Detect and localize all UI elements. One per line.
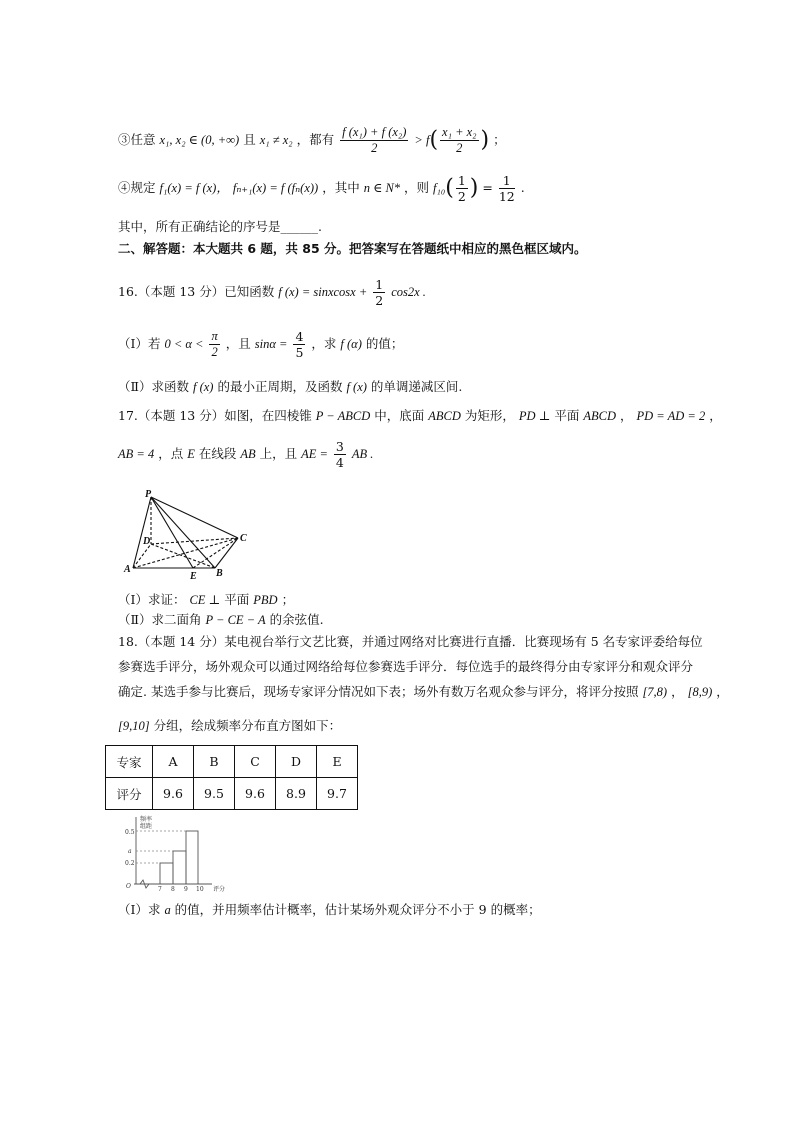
q16-p1-end: 的值； — [365, 336, 404, 351]
item-3-frac-num: f (x₁) + f (x₂) — [342, 125, 407, 139]
q16-p2-fx2: f (x) — [346, 380, 367, 394]
q18-comma-2: ， — [716, 684, 729, 699]
hist-ytick-a: a — [128, 848, 132, 855]
q18-p1-label: （Ⅰ）求 — [118, 902, 161, 917]
table-cell: 9.7 — [317, 778, 358, 810]
q18-p1-a: a — [164, 903, 171, 917]
edge-ec — [193, 538, 238, 568]
q17-lengths: PD = AD = 2 — [636, 409, 706, 423]
q17-ae: AE = — [301, 447, 328, 461]
edge-pa — [133, 497, 151, 568]
q17-t3: 平面 — [554, 408, 580, 423]
q16-stem — [118, 274, 426, 310]
item-3-end: ； — [493, 132, 506, 147]
table-cell: 专家 — [106, 746, 153, 778]
q17-p2-end: 的余弦值. — [269, 612, 324, 627]
hist-xtick-10: 10 — [196, 886, 204, 893]
item-4-res-den: 12 — [498, 189, 515, 204]
q16-p2-end: 的单调递减区间. — [370, 379, 463, 394]
table-row — [106, 778, 358, 810]
q16-p1-sin: sinα = — [254, 337, 288, 351]
edge-pc — [151, 497, 238, 538]
q17-t1: 中，底面 — [374, 408, 425, 423]
item-4-def2: fₙ₊₁(x) = f (fₙ(x)) — [232, 181, 319, 195]
q17-e: E — [187, 447, 195, 461]
q18-l3-text: 确定. 某选手参与比赛后，现场专家评分情况如下表；场外有数万名观众参与评分，将评分按照 — [118, 684, 639, 699]
label-c: C — [240, 533, 247, 544]
item-3-gt: > f — [414, 133, 430, 147]
q17-head: 17.（本题 13 分）如图，在四棱锥 — [118, 408, 312, 423]
q17-frac-den: 4 — [335, 455, 344, 470]
q16-p2-fx1: f (x) — [192, 380, 214, 394]
edge-dc — [151, 538, 238, 544]
q16-p1-and: ，且 — [225, 336, 251, 351]
q16-frac-den: 2 — [375, 293, 384, 308]
edge-pb — [151, 497, 215, 568]
item-4-n: n ∈ N* — [363, 181, 401, 195]
item-3-domain: x₁, x₂ ∈ (0, +∞) — [159, 133, 240, 147]
item-4-def1: f₁(x) = f (x)， — [159, 181, 229, 195]
q17-ab: AB = 4 — [118, 447, 155, 461]
item-4 — [118, 170, 525, 207]
item-4-end: . — [520, 180, 525, 195]
hist-bar-8-9 — [173, 851, 186, 884]
q18-l4-text: 分组，绘成频率分布直方图如下： — [153, 718, 342, 733]
q17-t7: 在线段 — [198, 446, 237, 461]
q17-p1-ce: CE ⊥ — [189, 593, 221, 607]
hist-xlabel: 评分 — [213, 886, 226, 893]
item-3-all: ，都有 — [296, 132, 335, 147]
item-conclusion: 其中，所有正确结论的序号是______. — [118, 219, 322, 234]
pyramid-figure — [118, 488, 258, 580]
q16-p1-frac — [209, 329, 219, 360]
q17-ab2: AB — [240, 447, 256, 461]
q16-func: f (x) = sinxcosx + — [278, 285, 368, 299]
label-p: P — [145, 489, 152, 500]
item-3-fraction — [340, 125, 408, 156]
q18-comma-1: ， — [671, 684, 684, 699]
left-paren-icon: ( — [429, 127, 439, 153]
item-4-where: ，其中 — [322, 180, 360, 195]
table-cell: 9.6 — [153, 778, 194, 810]
item-3 — [118, 122, 506, 159]
q18-part-1 — [118, 902, 541, 918]
q16-p1-num: π — [211, 329, 218, 343]
table-cell: A — [153, 746, 194, 778]
hist-xtick-9: 9 — [184, 886, 188, 893]
label-a: A — [124, 564, 131, 575]
item-4-f10: f₁₀ — [433, 181, 446, 195]
q17-p2-label: （Ⅱ）求二面角 — [118, 612, 202, 627]
q16-p2-mid: 的最小正周期，及函数 — [217, 379, 343, 394]
item-4-arg-den: 2 — [457, 189, 466, 204]
q17-frac — [334, 439, 346, 470]
hist-xtick-8: 8 — [171, 886, 175, 893]
q17-p1-plane: 平面 — [224, 592, 250, 607]
frequency-histogram — [112, 813, 237, 895]
q17-plane: ABCD — [583, 409, 617, 423]
q16-p1-num2: 4 — [295, 329, 304, 344]
section-2-heading: 二、解答题：本大题共 6 题，共 85 分。把答案写在答题纸中相应的黑色框区域内。 — [118, 241, 587, 256]
table-row — [106, 746, 358, 778]
q18-interval-3: [9,10] — [118, 719, 150, 733]
q17-t4: ， — [620, 408, 633, 423]
q17-t2: 为矩形， — [464, 408, 515, 423]
item-4-arg-num: 1 — [457, 173, 466, 188]
q17-base: ABCD — [428, 409, 461, 423]
q17-t5: ， — [709, 408, 722, 423]
hist-ytick-02: 0.2 — [125, 860, 135, 867]
item-4-label: ④规定 — [118, 180, 156, 195]
item-4-result — [499, 173, 515, 204]
edge-bc — [215, 538, 238, 568]
q16-part-1 — [118, 326, 403, 362]
q17-frac-num: 3 — [335, 439, 344, 454]
q18-line-3 — [118, 684, 729, 700]
table-cell: 9.6 — [235, 778, 276, 810]
hist-origin: O — [126, 883, 131, 890]
item-3-inner-num: x₁ + x₂ — [442, 125, 477, 139]
q16-part-2 — [118, 379, 462, 395]
q16-p1-falpha: f (α) — [340, 337, 362, 351]
item-4-then: ，则 — [404, 180, 430, 195]
item-3-inner-den: 2 — [456, 141, 463, 155]
q16-p1-den: 2 — [211, 345, 218, 359]
q18-line-1: 18.（本题 14 分）某电视台举行文艺比赛，并通过网络对比赛进行直播．比赛现场有 5 名专家评委给每位 — [118, 634, 703, 649]
q17-ab3: AB . — [351, 447, 374, 461]
q17-pyramid: P − ABCD — [315, 409, 371, 423]
table-cell: D — [276, 746, 317, 778]
q16-p2-label: （Ⅱ）求函数 — [118, 379, 189, 394]
table-cell: C — [235, 746, 276, 778]
q17-t6: ，点 — [158, 446, 184, 461]
label-b: B — [216, 568, 223, 579]
hist-xtick-7: 7 — [158, 886, 162, 893]
item-4-res-num: 1 — [499, 173, 515, 189]
expert-score-table — [105, 745, 358, 810]
q17-line-1 — [118, 408, 722, 424]
table-cell: 评分 — [106, 778, 153, 810]
q16-head: 16.（本题 13 分）已知函数 — [118, 284, 275, 299]
q16-p1-frac2 — [293, 329, 305, 360]
table-cell: 8.9 — [276, 778, 317, 810]
q16-tail: cos2x . — [391, 285, 426, 299]
q17-part-2 — [118, 612, 324, 628]
q16-frac — [373, 277, 385, 308]
q16-p1-label: （Ⅰ）若 — [118, 336, 161, 351]
q16-p1-find: ，求 — [311, 336, 337, 351]
item-4-eq: = — [482, 180, 493, 195]
hist-bar-7-8 — [160, 863, 173, 884]
q18-p1-text: 的值，并用频率估计概率，估计某场外观众评分不小于 9 的概率； — [174, 902, 541, 917]
left-paren-icon: ( — [445, 175, 454, 201]
label-e: E — [190, 571, 197, 580]
hist-ylabel-top: 频率 — [140, 816, 153, 823]
q18-line-4 — [118, 718, 341, 734]
q18-interval-1: [7,8) — [642, 685, 668, 699]
label-d: D — [143, 536, 151, 547]
right-paren-icon: ) — [469, 175, 479, 201]
table-cell: 9.5 — [194, 778, 235, 810]
q17-p1-end: ； — [281, 592, 295, 607]
q17-perp: PD ⊥ — [518, 409, 551, 423]
q17-part-1 — [118, 592, 294, 608]
hist-bar-9-10 — [186, 831, 198, 884]
item-3-label: ③任意 — [118, 132, 156, 147]
hist-ytick-05: 0.5 — [125, 829, 135, 836]
q17-p1-pbd: PBD — [253, 593, 278, 607]
item-3-frac-den: 2 — [371, 141, 378, 155]
q18-line-2: 参赛选手评分，场外观众可以通过网络给每位参赛选手评分．每位选手的最终得分由专家评分和观众评分 — [118, 659, 694, 674]
q17-t8: 上，且 — [259, 446, 298, 461]
q18-interval-2: [8,9) — [687, 685, 713, 699]
q16-p1-range: 0 < α < — [164, 337, 204, 351]
item-3-inner-fraction — [440, 125, 478, 156]
q17-line-2 — [118, 436, 373, 472]
item-3-and: 且 — [243, 132, 256, 147]
q17-p1-label: （Ⅰ）求证： — [118, 592, 186, 607]
q16-frac-num: 1 — [375, 277, 384, 292]
hist-ylabel-bottom: 组距 — [140, 823, 153, 830]
item-4-arg — [456, 173, 468, 204]
q16-p1-den2: 5 — [295, 345, 304, 360]
item-3-neq: x₁ ≠ x₂ — [259, 133, 293, 147]
table-cell: E — [317, 746, 358, 778]
table-cell: B — [194, 746, 235, 778]
q17-p2-angle: P − CE − A — [205, 613, 266, 627]
right-paren-icon: ) — [480, 127, 490, 153]
